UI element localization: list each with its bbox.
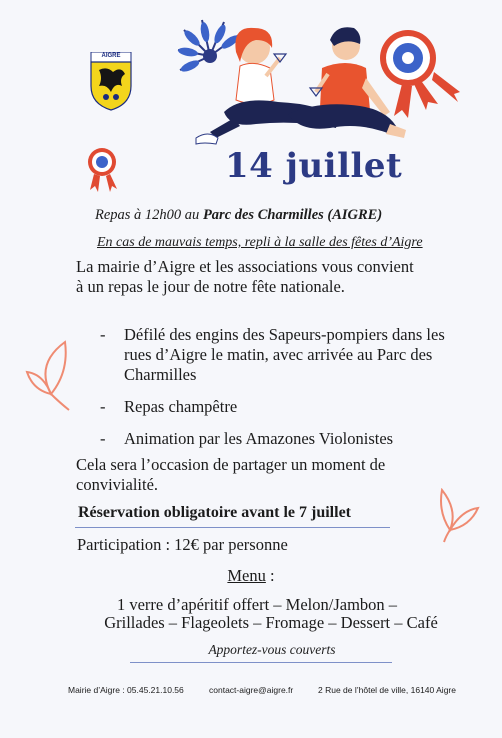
bring-cutlery-note: Apportez-vous couverts: [208, 642, 336, 657]
list-item-text: Animation par les Amazones Violonistes: [124, 429, 394, 448]
small-rosette-icon: [82, 146, 122, 196]
divider: [75, 527, 390, 528]
list-item: [100, 429, 445, 449]
aigre-crest-logo: [89, 52, 133, 112]
list-dash: -: [100, 325, 106, 344]
intro-paragraph: La mairie d’Aigre et les associations vous convient à un repas le jour de notre fête nationale.: [76, 257, 414, 296]
menu-title-suffix: :: [265, 566, 275, 585]
leaf-left-icon: [25, 338, 77, 413]
list-item-text: Défilé des engins des Sapeurs-pompiers dans les rues d’Aigre le matin, avec arrivée au Parc des Charmilles: [124, 325, 445, 384]
rosette-icon: [380, 30, 460, 118]
menu-title: Menu: [227, 566, 266, 585]
flower-icon: [177, 20, 240, 74]
meal-time-location: [95, 207, 382, 224]
list-item-text: Repas champêtre: [124, 397, 238, 416]
reservation-notice: Réservation obligatoire avant le 7 juillet: [78, 504, 351, 521]
event-title: 14 juillet: [225, 146, 403, 186]
menu-line-1: 1 verre d’apéritif offert – Melon/Jambon –: [116, 595, 398, 614]
list-dash: -: [100, 429, 106, 448]
list-item: [100, 397, 445, 417]
footer-phone: Mairie d’Aigre : 05.45.21.10.56: [68, 685, 184, 695]
menu-heading: [0, 566, 502, 586]
closing-paragraph: Cela sera l’occasion de partager un moment de convivialité.: [76, 455, 386, 494]
meal-time-text: Repas à 12h00 au: [95, 207, 203, 223]
bad-weather-notice: En cas de mauvais temps, repli à la salle des fêtes d’Aigre: [97, 235, 423, 250]
footer-address: 2 Rue de l’hôtel de ville, 16140 Aigre: [318, 685, 456, 695]
price-text: Participation : 12€ par personne: [77, 535, 288, 554]
menu-line-2: Grillades – Flageolets – Fromage – Dessert – Café: [104, 613, 438, 632]
list-dash: -: [100, 397, 106, 416]
crest-label: AIGRE: [101, 53, 121, 59]
program-list: [100, 325, 445, 461]
list-item: [100, 325, 445, 385]
meal-location: Parc des Charmilles (AIGRE): [202, 207, 383, 223]
footer-email: contact-aigre@aigre.fr: [209, 685, 294, 695]
leaf-right-icon: [436, 488, 480, 543]
couple-illustration: [170, 14, 470, 164]
divider: [130, 662, 392, 663]
